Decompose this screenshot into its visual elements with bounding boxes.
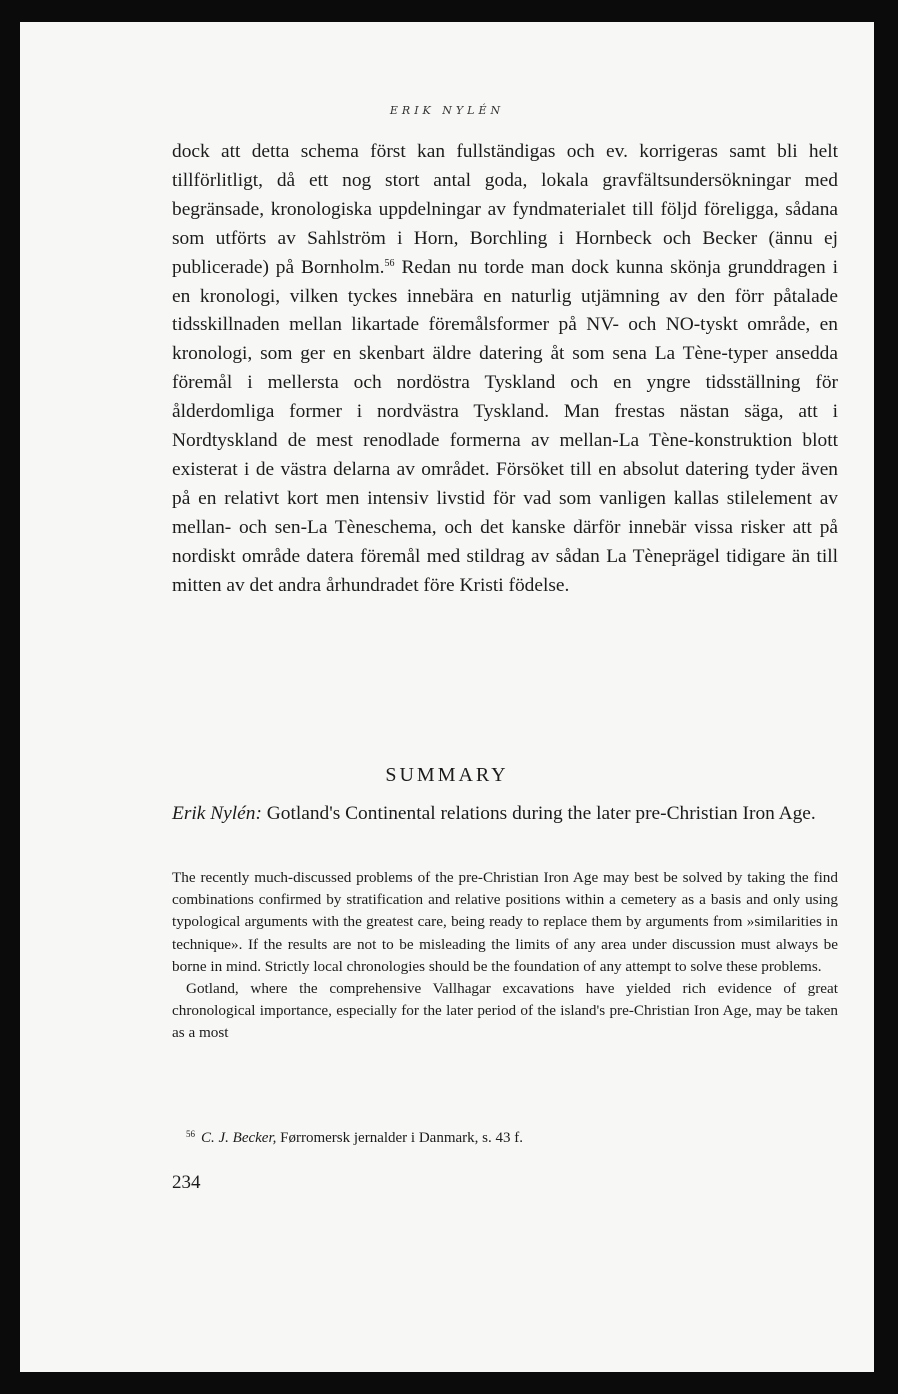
body-paragraph-part2: Redan nu torde man dock kunna skönja grunddragen i en kronologi, vilken tyckes innebära en naturlig utjämning av den förr påtalade tidsskillnaden mellan likartade föremålsformer på NV- och NO-tyskt område, en kronologi, som ger en skenbart äldre datering åt som sena La Tène-typer ansedda föremål i mellersta och nordöstra Tyskland och en yngre tidsställning för ålderdomliga former i nordvästra Tyskland. Man frestas nästan säga, att i Nordtyskland de mest renodlade formerna av mellan-La Tène-konstruktion blott existerat i de västra delarna av området. Försöket till en absolut datering tyder även på en relativt kort men intensiv livstid för vad som vanligen kallas stilelement av mellan- och sen-La Tèneschema, och det kanske därför innebär vissa risker att på nordiskt område datera föremål med stildrag av sådan La Tèneprägel tidigare än till mitten av det andra århundradet före Kristi födelse. (172, 256, 839, 596)
body-text (172, 138, 838, 601)
page (20, 22, 874, 1372)
footnote-author: C. J. Becker, (201, 1130, 277, 1146)
body-paragraph-part1: dock att detta schema först kan fullständigas och ev. korrigeras samt bli helt tillförlitligt, då ett nog stort antal goda, lokala gravfältsundersökningar med begränsade, kronologiska uppdelningar av fyndmaterialet till följd föreligga, sådana som utförts av Sahlström i Horn, Borchling i Hornbeck och Becker (ännu ej publicerade) på Bornholm. (172, 141, 838, 278)
page-number: 234 (172, 1172, 201, 1193)
summary-text (172, 867, 838, 1045)
summary-author: Erik Nylén: (172, 803, 262, 824)
summary-title-text: Gotland's Continental relations during the later pre-Christian Iron Age. (261, 803, 816, 824)
body-paragraph (172, 138, 838, 601)
summary-heading: SUMMARY (385, 764, 509, 786)
summary-paragraph-1: The recently much-discussed problems of the pre-Christian Iron Age may best be solved by taking the find combinations confirmed by stratification and relative positions within a cemetery as a basis and only using typological arguments with the greatest care, being ready to replace them by arguments from »similarities in technique». If the results are not to be misleading the limits of any area under discussion must always be borne in mind. Strictly local chronologies should be the foundation of any attempt to solve these problems. (172, 869, 838, 975)
footnote-text: Førromersk jernalder i Danmark, s. 43 f. (276, 1130, 523, 1146)
footnote-reference: 56 (384, 257, 395, 269)
summary-title (172, 800, 838, 829)
summary-paragraph-2: Gotland, where the comprehensive Vallhagar excavations have yielded rich evidence of great chronological importance, especially for the later period of the island's pre-Christian Iron Age, may be taken as a most (172, 980, 838, 1042)
running-head: ERIK NYLÉN (389, 104, 505, 117)
footnote-number: 56 (186, 1129, 195, 1139)
footnote (172, 1129, 838, 1147)
